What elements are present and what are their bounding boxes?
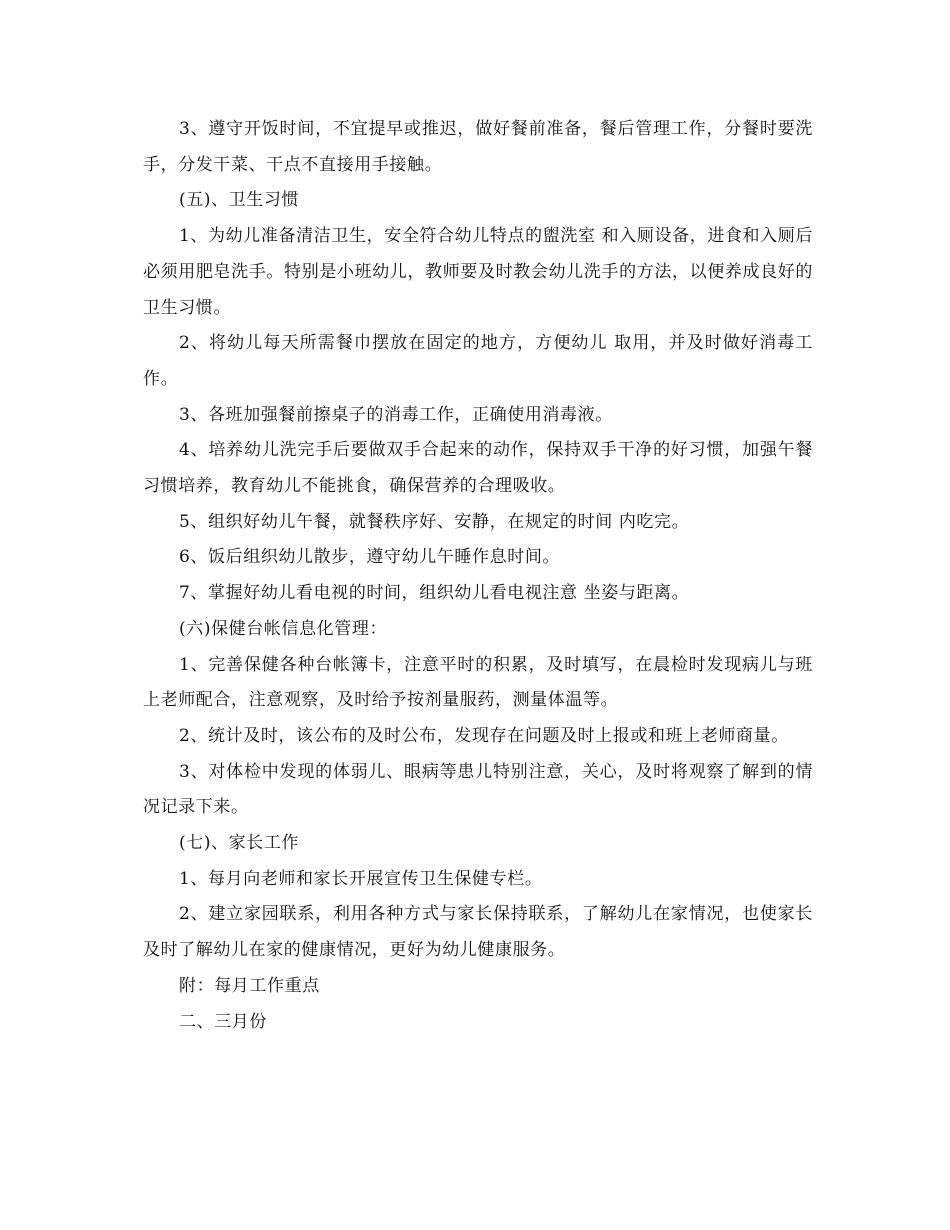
heading-parent-work: (七)、家长工作 <box>179 833 300 854</box>
paragraph-washroom: 1、为幼儿准备清洁卫生，安全符合幼儿特点的盥洗室 和入厕设备，进食和入厕后必须用肥皂洗手。特别是小班幼儿，教师要及时教会幼儿洗手的方法，以便养成良好的卫生习惯。 <box>143 226 813 318</box>
document-body <box>143 112 813 1040</box>
heading-records-management: (六)保健台帐信息化管理： <box>179 618 388 639</box>
paragraph-lunch: 5、组织好幼儿午餐，就餐秩序好、安静，在规定的时间 内吃完。 <box>179 511 690 532</box>
paragraph-tv-time: 7、掌握好幼儿看电视的时间，组织幼儿看电视注意 坐姿与距离。 <box>179 583 690 604</box>
paragraph-after-meal: 6、饭后组织幼儿散步，遵守幼儿午睡作息时间。 <box>179 547 561 568</box>
paragraph-health-records: 1、完善保健各种台帐簿卡，注意平时的积累，及时填写，在晨检时发现病儿与班上老师配合，注意观察，及时给予按剂量服药，测量体温等。 <box>143 654 813 711</box>
paragraph-napkins: 2、将幼儿每天所需餐巾摆放在固定的地方，方便幼儿 取用，并及时做好消毒工作。 <box>143 333 813 389</box>
paragraph-weak-children: 3、对体检中发现的体弱儿、眼病等患儿特别注意，关心，及时将观察了解到的情况记录下来。 <box>143 761 813 818</box>
paragraph-table-disinfection: 3、各班加强餐前擦桌子的消毒工作，正确使用消毒液。 <box>179 404 613 425</box>
paragraph-bulletin: 1、每月向老师和家长开展宣传卫生保健专栏。 <box>179 868 543 889</box>
paragraph-statistics: 2、统计及时，该公布的及时公布，发现存在问题及时上报或和班上老师商量。 <box>179 725 789 746</box>
paragraph-home-school-contact: 2、建立家园联系，利用各种方式与家长保持联系，了解幼儿在家情况，也使家长及时了解幼儿在家的健康情况，更好为幼儿健康服务。 <box>143 904 813 961</box>
heading-feb-march: 二、三月份 <box>179 1011 267 1032</box>
heading-hygiene-habits: (五)、卫生习惯 <box>179 190 300 211</box>
paragraph-handwashing-habit: 4、培养幼儿洗完手后要做双手合起来的动作，保持双手干净的好习惯，加强午餐习惯培养，教育幼儿不能挑食，确保营养的合理吸收。 <box>143 440 813 497</box>
heading-monthly-focus: 附：每月工作重点 <box>179 975 320 996</box>
paragraph-meal-time: 3、遵守开饭时间，不宜提早或推迟，做好餐前准备，餐后管理工作，分餐时要洗手，分发干菜、干点不直接用手接触。 <box>143 119 813 175</box>
